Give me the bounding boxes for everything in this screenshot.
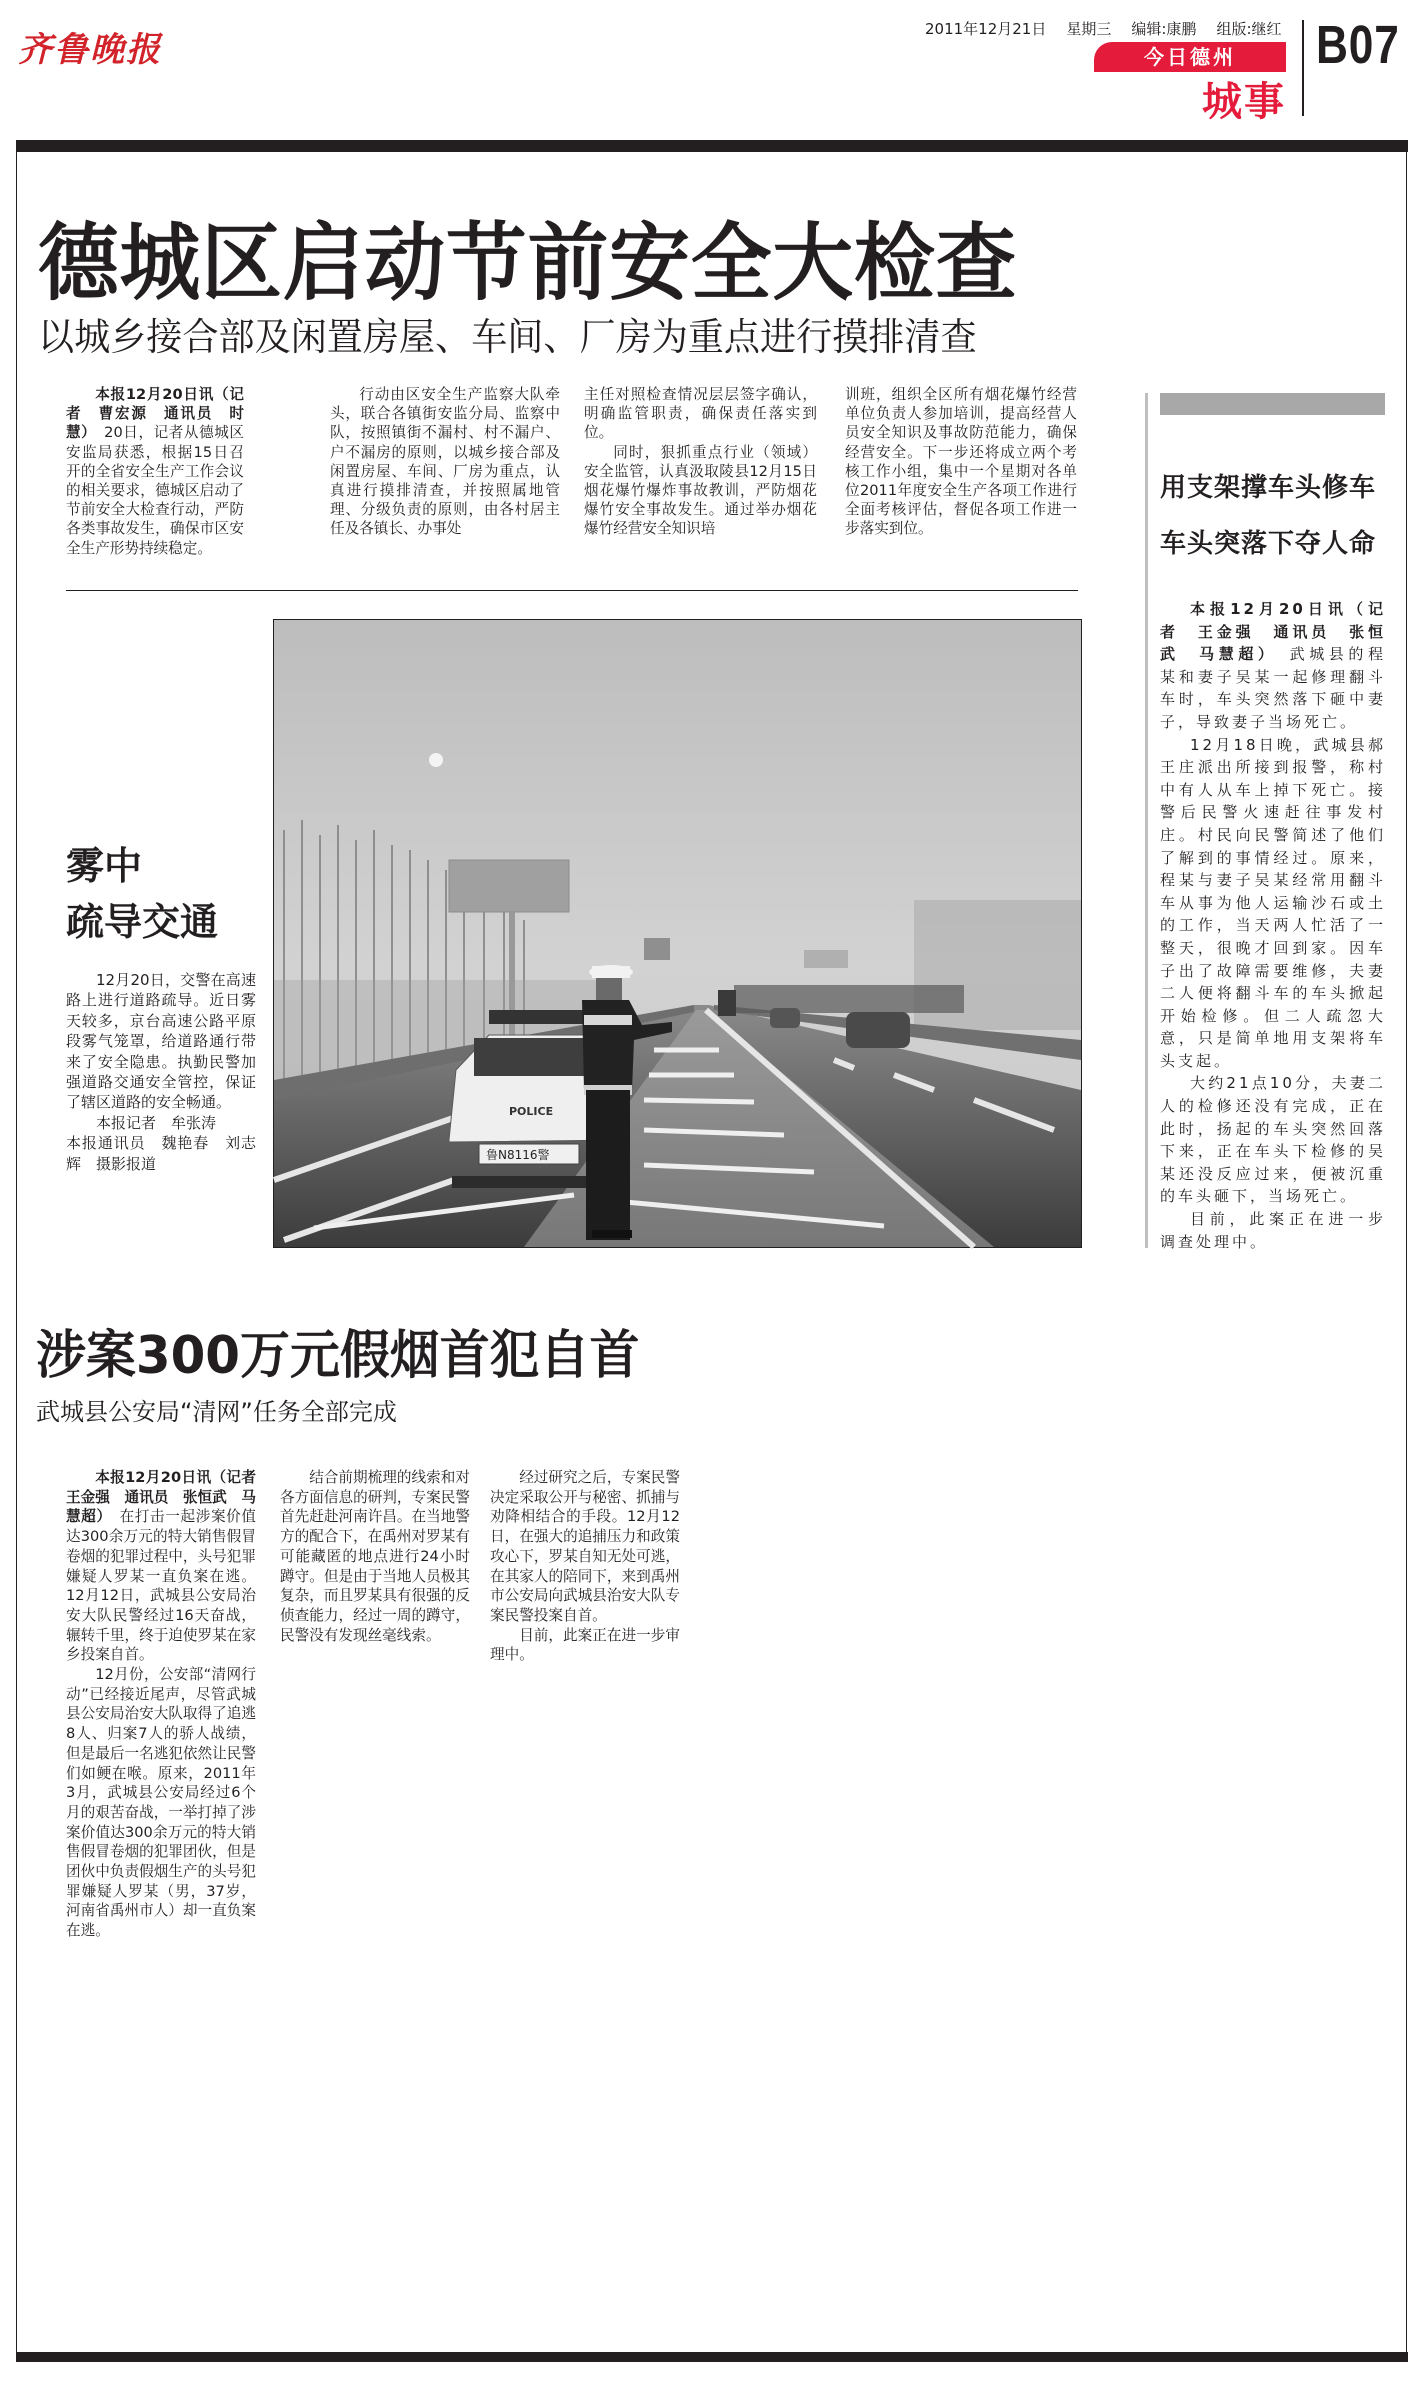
- sidebar-header-bar: [1160, 393, 1385, 415]
- second-story-column-2: 结合前期梳理的线索和对各方面信息的研判，专案民警首先赶赴河南许昌。在当地警方的配合下，在禹州对罗某有可能藏匿的地点进行24小时蹲守。但是由于当地人员极其复杂，而且罗某具有很强的反侦查能力，经过一周的蹲守，民警没有发现丝毫线索。: [280, 1469, 470, 1644]
- section-name: 城事: [1202, 79, 1286, 125]
- main-subheadline: 以城乡接合部及闲置房屋、车间、厂房为重点进行摸排清查: [38, 315, 977, 359]
- police-label: POLICE: [509, 1105, 554, 1118]
- issue-date: 2011年12月21日: [925, 20, 1047, 38]
- sidebar-headline: 用支架撑车头修车 车头突落下夺人命: [1160, 473, 1377, 559]
- main-story-column-3: 主任对照检查情况层层签字确认，明确监管职责，确保责任落实到位。 同时，狠抓重点行业（领域）安全监管，认真汲取陵县12月15日烟花爆竹爆炸事故教训，严防烟花爆竹安全事故发生。通过举办烟花爆竹经营安全知识培: [584, 386, 817, 538]
- second-story-column-3: 经过研究之后，专案民警决定采取公开与秘密、抓捕与劝降相结合的手段。12月12日，在强大的追捕压力和政策攻心下，罗某自知无处可逃，在其家人的陪同下，来到禹州市公安局向武城县治安大队专案民警投案自首。 目前，此案正在进一步审理中。: [490, 1469, 680, 1664]
- dateline: [925, 18, 1302, 39]
- layout-credit: 组版:继红: [1216, 20, 1282, 38]
- main-story-column-1: 本报12月20日讯（记者 曹宏源 通讯员 时慧） 20日，记者从德城区安监局获悉，根据15日召开的全省安全生产工作会议的相关要求，德城区启动了节前安全大检查行动，严防各类事故发生，确保市区安全生产形势持续稳定。: [66, 386, 244, 557]
- issue-weekday: 星期三: [1066, 20, 1112, 38]
- photo-credit-correspondents: 本报通讯员 魏艳春 刘志辉 摄影报道: [66, 1134, 256, 1173]
- top-rule: [16, 140, 1408, 152]
- main-story-column-2: 行动由区安全生产监察大队牵头，联合各镇街安监分局、监察中队，按照镇街不漏村、村不漏户、户不漏房的原则，以城乡接合部及闲置房屋、车间、厂房为重点，认真进行摸排清查，并按照属地管理、分级负责的原则，由各村居主任及各镇长、办事处: [330, 386, 560, 538]
- sun-icon: [429, 753, 443, 767]
- page-number: B07: [1316, 15, 1400, 75]
- foggy-highway-photo: [274, 620, 1081, 1247]
- second-headline: 涉案300万元假烟首犯自首: [36, 1326, 640, 1386]
- section-tag: 今日德州: [1094, 42, 1286, 72]
- newspaper-logo: 齐鲁晚报: [18, 30, 162, 70]
- sidebar-byline: 本报12月20日讯（记者 王金强 通讯员 张恒武 马慧超）: [1160, 600, 1386, 664]
- car-right: [846, 1012, 910, 1048]
- photo-title: 雾中 疏导交通: [66, 844, 219, 944]
- sidebar-rule: [1145, 393, 1148, 1248]
- sidebar-body: 本报12月20日讯（记者 王金强 通讯员 张恒武 马慧超） 武城县的程某和妻子吴某一起修理翻斗车时，车头突然落下砸中妻子，导致妻子当场死亡。 12月18日晚，武城县郝王庄派出所接到报警，称村中有人从车上掉下死亡。接警后民警火速赶往事发村庄。村民向民警简述了他们了解到的事情经过。原来，程某与妻子吴某经常用翻斗车从事为他人运输沙石或土的工作，当天两人忙活了一整天，很晚才回到家。因车子出了故障需要维修，夫妻二人便将翻斗车的车头掀起开始检修。但二人疏忽大意，只是简单地用支架将车头支起。 大约21点10分，夫妻二人的检修还没有完成，正在此时，扬起的车头突然回落下来，正在车头下检修的吴某还没反应过来，便被沉重的车头砸下，当场死亡。 目前，此案正在进一步调查处理中。: [1160, 600, 1386, 1251]
- license-plate: 鲁N8116警: [486, 1148, 550, 1162]
- masthead-divider: [1302, 20, 1304, 116]
- editor-credit: 编辑:康鹏: [1131, 20, 1197, 38]
- photo-credit-reporter: 本报记者 牟张涛: [96, 1113, 217, 1132]
- main-headline: 德城区启动节前安全大检查: [38, 214, 1018, 312]
- bottom-rule: [16, 2352, 1408, 2362]
- second-story-column-1: 本报12月20日讯（记者 王金强 通讯员 张恒武 马慧超） 在打击一起涉案价值达300余万元的特大销售假冒卷烟的犯罪过程中，头号犯罪嫌疑人罗某一直负案在逃。12月12日，武城县公安局治安大队民警经过16天奋战，辗转千里，终于迫使罗某在家乡投案自首。 12月份，公安部“清网行动”已经接近尾声，尽管武城县公安局治安大队取得了追逃8人、归案7人的骄人战绩，但是最后一名逃犯依然让民警们如鲠在喉。原来，2011年3月，武城县公安局经过6个月的艰苦奋战，一举打掉了涉案价值达300余万元的特大销售假冒卷烟的犯罪团伙，但是团伙中负责假烟生产的头号犯罪嫌疑人罗某（男，37岁，河南省禹州市人）却一直负案在逃。: [66, 1469, 271, 1940]
- second-subheadline: 武城县公安局“清网”任务全部完成: [36, 1398, 397, 1426]
- photo-caption: 12月20日，交警在高速路上进行道路疏导。近日雾天较多，京台高速公路平原段雾气笼罩，给道路通行带来了安全隐患。执勤民警加强道路交通安全管控，保证了辖区道路的安全畅通。 本报记者 牟张涛 本报通讯员 魏艳春 刘志辉 摄影报道: [66, 971, 256, 1173]
- main-story-column-4: 训班，组织全区所有烟花爆竹经营单位负责人参加培训，提高经营人员安全知识及事故防范能力，确保经营安全。下一步还将成立两个考核工作小组，集中一个星期对各单位2011年度安全生产各项工作进行全面考核评估，督促各项工作进一步落实到位。: [845, 386, 1077, 538]
- second-story-byline: 本报12月20日讯（记者 王金强 通讯员 张恒武 马慧超）: [66, 1469, 271, 1526]
- story-divider: [66, 590, 1078, 591]
- truck: [718, 990, 736, 1016]
- main-story-byline: 本报12月20日讯（记者 曹宏源 通讯员 时慧）: [66, 386, 244, 442]
- billboard: [449, 860, 569, 912]
- news-photo: [273, 619, 1082, 1248]
